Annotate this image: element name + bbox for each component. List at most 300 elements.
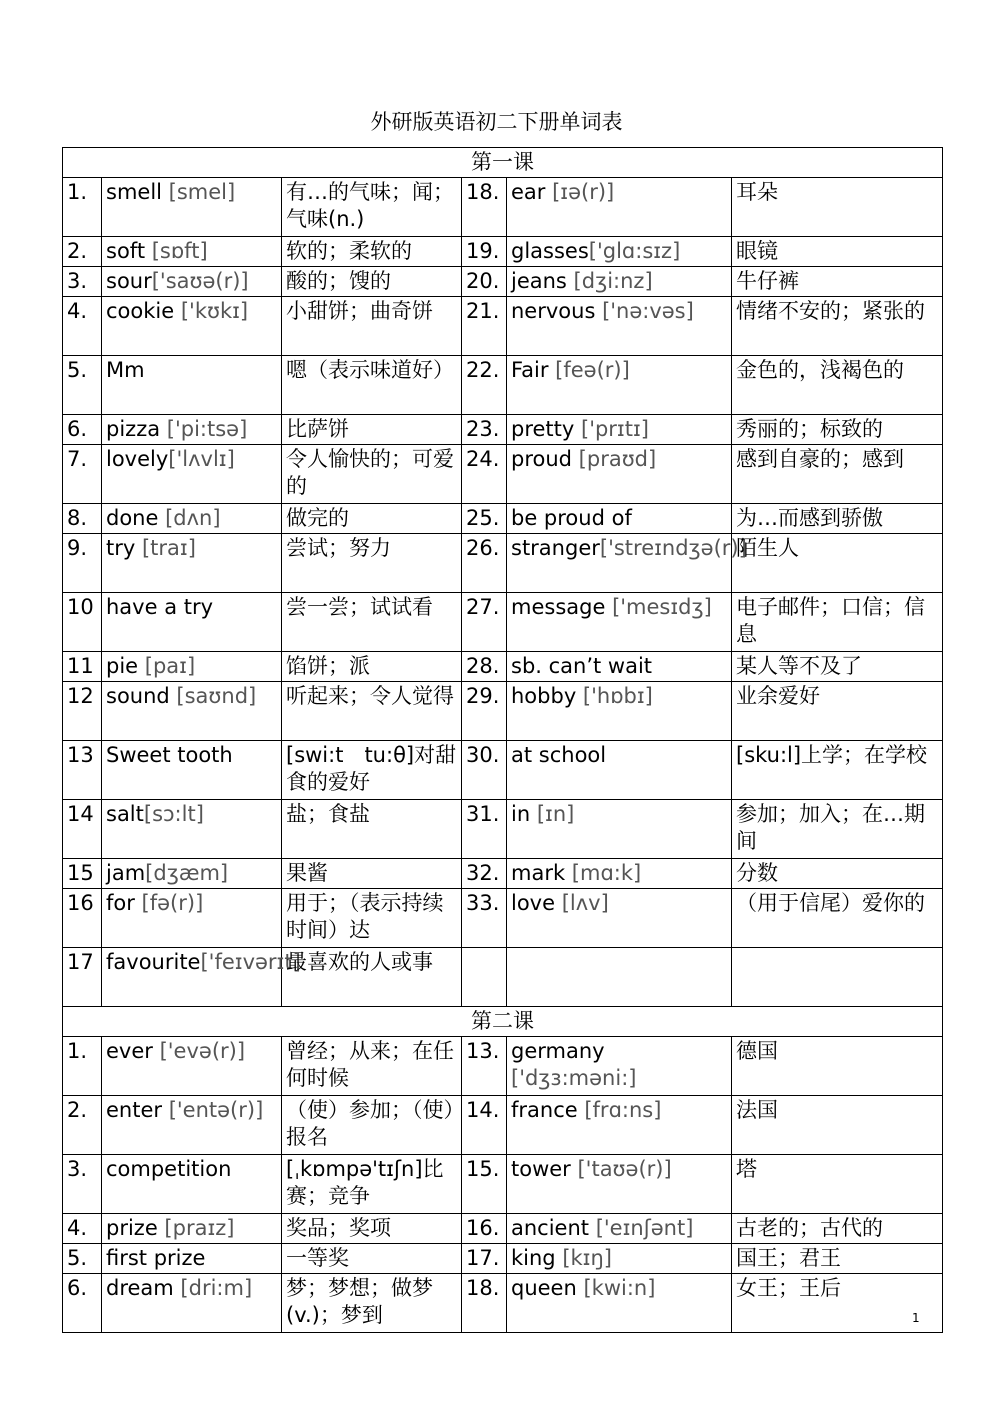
meaning-cell — [282, 800, 462, 859]
meaning-cell — [282, 1274, 462, 1333]
item-number: 12 — [67, 684, 94, 708]
meaning-cell — [282, 178, 462, 237]
meaning-text: 一等奖 — [286, 1246, 349, 1270]
meaning-cell — [732, 1037, 943, 1096]
item-number-cell — [63, 1155, 102, 1214]
item-number-cell — [462, 1244, 507, 1274]
item-number: 4. — [67, 1216, 88, 1240]
word-cell — [507, 889, 732, 948]
word-cell — [507, 297, 732, 356]
word-cell — [507, 267, 732, 297]
item-number: 28. — [466, 654, 500, 678]
meaning-cell — [282, 267, 462, 297]
item-number: 6. — [67, 417, 88, 441]
phonetic-text: [sɔ:lt] — [143, 802, 204, 826]
word-text: sound — [106, 684, 170, 708]
word-cell — [102, 889, 282, 948]
table-row — [63, 593, 943, 652]
word-text: be proud of — [511, 506, 632, 530]
phonetic-text: [traɪ] — [135, 536, 196, 560]
meaning-cell — [282, 504, 462, 534]
item-number: 1. — [67, 1039, 88, 1063]
phonetic-text: [kɪŋ] — [555, 1246, 612, 1270]
word-cell — [507, 948, 732, 1007]
word-cell — [102, 1037, 282, 1096]
item-number: 29. — [466, 684, 500, 708]
item-number: 10 — [67, 595, 94, 619]
word-text: smell — [106, 180, 162, 204]
word-cell — [102, 445, 282, 504]
meaning-text: （使）参加；（使）报名 — [286, 1098, 454, 1149]
meaning-cell — [732, 948, 943, 1007]
meaning-text: 德国 — [736, 1039, 778, 1063]
table-row — [63, 1155, 943, 1214]
meaning-text: 分数 — [736, 861, 778, 885]
item-number: 21. — [466, 299, 500, 323]
word-text: sour — [106, 269, 152, 293]
item-number-cell — [63, 948, 102, 1007]
item-number-cell — [462, 445, 507, 504]
table-row — [63, 415, 943, 445]
word-text: at school — [511, 743, 607, 767]
meaning-cell — [732, 1274, 943, 1333]
meaning-cell — [282, 859, 462, 889]
table-row — [63, 1037, 943, 1096]
meaning-text: 眼镜 — [736, 239, 778, 263]
word-text: competition — [106, 1157, 232, 1181]
section-heading: 第一课 — [63, 148, 943, 178]
meaning-cell — [732, 800, 943, 859]
word-text: try — [106, 536, 136, 560]
phonetic-text: [paɪ] — [138, 654, 196, 678]
word-cell — [102, 682, 282, 741]
meaning-cell — [282, 741, 462, 800]
meaning-cell — [732, 267, 943, 297]
word-cell — [507, 1274, 732, 1333]
item-number: 24. — [466, 447, 500, 471]
word-cell — [507, 859, 732, 889]
item-number-cell — [63, 237, 102, 267]
word-text: ancient — [511, 1216, 590, 1240]
phonetic-text: [praɪz] — [157, 1216, 235, 1240]
item-number: 6. — [67, 1276, 88, 1300]
word-cell — [102, 1214, 282, 1244]
table-row — [63, 948, 943, 1007]
meaning-text: 小甜饼；曲奇饼 — [286, 299, 433, 323]
item-number-cell — [63, 800, 102, 859]
word-cell — [507, 1214, 732, 1244]
word-text: jeans — [511, 269, 567, 293]
item-number: 26. — [466, 536, 500, 560]
item-number: 4. — [67, 299, 88, 323]
item-number-cell — [462, 652, 507, 682]
meaning-cell — [732, 504, 943, 534]
item-number: 22. — [466, 358, 500, 382]
item-number-cell — [63, 889, 102, 948]
table-row — [63, 237, 943, 267]
word-text: Sweet tooth — [106, 743, 233, 767]
item-number-cell — [462, 859, 507, 889]
item-number: 14. — [466, 1098, 500, 1122]
meaning-text: 曾经；从来；在任何时候 — [286, 1039, 454, 1090]
table-row — [63, 741, 943, 800]
table-row — [63, 445, 943, 504]
phonetic-text: [feə(r)] — [548, 358, 630, 382]
word-text: soft — [106, 239, 146, 263]
table-row — [63, 297, 943, 356]
item-number-cell — [462, 1214, 507, 1244]
word-cell — [102, 800, 282, 859]
word-cell — [102, 652, 282, 682]
word-cell — [507, 356, 732, 415]
word-text: glasses — [511, 239, 589, 263]
word-cell — [507, 593, 732, 652]
table-row — [63, 859, 943, 889]
item-number-cell — [462, 889, 507, 948]
meaning-cell — [732, 741, 943, 800]
meaning-cell — [282, 948, 462, 1007]
phonetic-text: [mɑ:k] — [565, 861, 642, 885]
page-title: 外研版英语初二下册单词表 — [370, 110, 623, 134]
phonetic-text: [saʊnd] — [169, 684, 257, 708]
meaning-cell — [732, 178, 943, 237]
word-text: tower — [511, 1157, 571, 1181]
item-number-cell — [462, 297, 507, 356]
meaning-cell — [282, 652, 462, 682]
item-number: 2. — [67, 239, 88, 263]
item-number-cell — [462, 741, 507, 800]
word-text: Mm — [106, 358, 145, 382]
section-header-row — [63, 1007, 943, 1037]
word-cell — [102, 267, 282, 297]
meaning-cell — [282, 534, 462, 593]
table-row — [63, 504, 943, 534]
meaning-text: 用于；（表示持续时间）达 — [286, 891, 444, 942]
item-number: 7. — [67, 447, 88, 471]
phonetic-text: [smel] — [162, 180, 236, 204]
word-text: ear — [511, 180, 546, 204]
meaning-text: （用于信尾）爱你的 — [736, 891, 925, 915]
item-number-cell — [462, 504, 507, 534]
table-row — [63, 652, 943, 682]
meaning-cell — [282, 297, 462, 356]
word-text: france — [511, 1098, 578, 1122]
word-cell — [102, 1244, 282, 1274]
item-number: 25. — [466, 506, 500, 530]
word-cell — [507, 445, 732, 504]
word-cell — [102, 178, 282, 237]
table-row — [63, 682, 943, 741]
word-text: Fair — [511, 358, 549, 382]
meaning-text: 软的；柔软的 — [286, 239, 412, 263]
meaning-text: 令人愉快的；可爱的 — [286, 447, 454, 498]
word-cell — [102, 237, 282, 267]
item-number-cell — [462, 178, 507, 237]
phonetic-text: [ɪn] — [530, 802, 575, 826]
word-cell — [507, 652, 732, 682]
table-row — [63, 178, 943, 237]
phonetic-text: ['taʊə(r)] — [570, 1157, 672, 1181]
item-number-cell — [63, 356, 102, 415]
phonetic-text: ['eɪnʃənt] — [589, 1216, 694, 1240]
word-text: pretty — [511, 417, 575, 441]
word-text: queen — [511, 1276, 577, 1300]
word-text: hobby — [511, 684, 577, 708]
meaning-cell — [732, 682, 943, 741]
meaning-text: 酸的；馊的 — [286, 269, 391, 293]
meaning-cell — [282, 356, 462, 415]
word-text: pie — [106, 654, 139, 678]
meaning-text: 嗯（表示味道好） — [286, 358, 454, 382]
section-header-row — [63, 148, 943, 178]
word-text: cookie — [106, 299, 175, 323]
meaning-cell — [282, 415, 462, 445]
word-cell — [507, 504, 732, 534]
meaning-text: 耳朵 — [736, 180, 778, 204]
meaning-cell — [732, 445, 943, 504]
word-cell — [507, 682, 732, 741]
word-cell — [102, 1096, 282, 1155]
item-number: 27. — [466, 595, 500, 619]
meaning-cell — [282, 445, 462, 504]
phonetic-text: [fə(r)] — [134, 891, 204, 915]
word-cell — [507, 1244, 732, 1274]
meaning-text: 女王；王后 — [736, 1276, 841, 1300]
item-number-cell — [63, 741, 102, 800]
word-text: done — [106, 506, 159, 530]
item-number: 11 — [67, 654, 94, 678]
word-cell — [102, 356, 282, 415]
word-cell — [507, 415, 732, 445]
meaning-cell — [732, 356, 943, 415]
item-number-cell — [462, 593, 507, 652]
meaning-text: [sku:l]上学；在学校 — [736, 743, 928, 767]
item-number-cell — [462, 1096, 507, 1155]
word-text: king — [511, 1246, 556, 1270]
item-number: 1. — [67, 180, 88, 204]
meaning-cell — [732, 237, 943, 267]
phonetic-text: ['saʊə(r)] — [151, 269, 249, 293]
phonetic-text: ['glɑ:sɪz] — [588, 239, 681, 263]
meaning-cell — [282, 1155, 462, 1214]
word-text: enter — [106, 1098, 163, 1122]
word-text: salt — [106, 802, 144, 826]
meaning-text: 尝一尝；试试看 — [286, 595, 433, 619]
table-row — [63, 1214, 943, 1244]
phonetic-text: ['kʊkɪ] — [174, 299, 249, 323]
meaning-text: 感到自豪的；感到 — [736, 447, 904, 471]
phonetic-text: [dʌn] — [158, 506, 221, 530]
table-row — [63, 1274, 943, 1333]
item-number: 8. — [67, 506, 88, 530]
item-number-cell — [462, 800, 507, 859]
item-number-cell — [63, 267, 102, 297]
phonetic-text: ['dʒɜ:məni:] — [511, 1066, 637, 1090]
table-row — [63, 1096, 943, 1155]
meaning-text: 馅饼；派 — [286, 654, 370, 678]
meaning-text: 电子邮件；口信；信息 — [736, 595, 925, 646]
meaning-cell — [282, 593, 462, 652]
meaning-text: 法国 — [736, 1098, 778, 1122]
item-number-cell — [462, 534, 507, 593]
word-text: in — [511, 802, 531, 826]
meaning-cell — [282, 1037, 462, 1096]
item-number-cell — [462, 1274, 507, 1333]
section-heading: 第二课 — [63, 1007, 943, 1037]
table-row — [63, 889, 943, 948]
item-number: 3. — [67, 1157, 88, 1181]
word-cell — [102, 948, 301, 1007]
item-number: 23. — [466, 417, 500, 441]
word-cell — [102, 741, 282, 800]
phonetic-text: [dri:m] — [173, 1276, 253, 1300]
word-cell — [102, 859, 282, 889]
meaning-text: 奖品；奖项 — [286, 1216, 391, 1240]
phonetic-text: ['feɪvərɪt] — [200, 950, 301, 974]
meaning-cell — [732, 593, 943, 652]
item-number-cell — [63, 682, 102, 741]
word-cell — [507, 178, 732, 237]
phonetic-text: ['nə:vəs] — [595, 299, 694, 323]
meaning-cell — [732, 1214, 943, 1244]
meaning-cell — [732, 652, 943, 682]
item-number: 15. — [466, 1157, 500, 1181]
meaning-text: 某人等不及了 — [736, 654, 862, 678]
word-cell — [507, 1037, 732, 1096]
item-number-cell — [63, 1274, 102, 1333]
item-number-cell — [63, 593, 102, 652]
meaning-text: 陌生人 — [736, 536, 799, 560]
item-number-cell — [63, 1244, 102, 1274]
word-cell — [102, 1155, 282, 1214]
item-number: 33. — [466, 891, 500, 915]
word-text: mark — [511, 861, 566, 885]
word-cell — [507, 1096, 732, 1155]
phonetic-text: ['entə(r)] — [162, 1098, 264, 1122]
word-cell — [102, 593, 282, 652]
item-number: 13. — [466, 1039, 500, 1063]
word-cell — [507, 534, 747, 593]
word-text: stranger — [511, 536, 600, 560]
table-row — [63, 534, 943, 593]
meaning-cell — [732, 1096, 943, 1155]
word-text: proud — [511, 447, 572, 471]
meaning-text: 果酱 — [286, 861, 328, 885]
item-number-cell — [63, 534, 102, 593]
meaning-text: 古老的；古代的 — [736, 1216, 883, 1240]
meaning-text: 参加；加入；在…期间 — [736, 802, 925, 853]
word-text: message — [511, 595, 606, 619]
phonetic-text: [dʒi:nz] — [566, 269, 653, 293]
meaning-cell — [732, 534, 943, 593]
meaning-cell — [282, 1214, 462, 1244]
phonetic-text: ['evə(r)] — [152, 1039, 246, 1063]
word-text: nervous — [511, 299, 596, 323]
phonetic-text: ['hɒbɪ] — [576, 684, 653, 708]
meaning-text: 有…的气味；闻；气味(n.) — [286, 180, 454, 231]
meaning-cell — [732, 297, 943, 356]
item-number: 14 — [67, 802, 94, 826]
word-text: pizza — [106, 417, 161, 441]
meaning-cell — [732, 859, 943, 889]
item-number: 19. — [466, 239, 500, 263]
meaning-text: 尝试；努力 — [286, 536, 391, 560]
word-cell — [507, 800, 732, 859]
item-number-cell — [63, 1037, 102, 1096]
meaning-cell — [282, 889, 462, 948]
phonetic-text: [ɪə(r)] — [545, 180, 615, 204]
vocabulary-table — [62, 147, 943, 1333]
word-text: love — [511, 891, 556, 915]
meaning-text: 国王；君王 — [736, 1246, 841, 1270]
meaning-text: 最喜欢的人或事 — [286, 950, 433, 974]
meaning-text: 牛仔裤 — [736, 269, 799, 293]
meaning-cell — [282, 1244, 462, 1274]
meaning-cell — [282, 1096, 462, 1155]
word-cell — [102, 415, 282, 445]
meaning-cell — [732, 1244, 943, 1274]
item-number: 18. — [466, 180, 500, 204]
item-number: 15 — [67, 861, 94, 885]
item-number-cell — [462, 682, 507, 741]
item-number: 9. — [67, 536, 88, 560]
phonetic-text: [lʌv] — [555, 891, 609, 915]
item-number-cell — [462, 356, 507, 415]
item-number-cell — [63, 652, 102, 682]
meaning-cell — [282, 682, 462, 741]
item-number-cell — [63, 1096, 102, 1155]
meaning-cell — [732, 889, 943, 948]
meaning-text: 听起来；令人觉得 — [286, 684, 454, 708]
meaning-text: 业余爱好 — [736, 684, 820, 708]
word-text: first prize — [106, 1246, 206, 1270]
table-row — [63, 267, 943, 297]
meaning-text: [ˌkɒmpə'tɪʃn]比赛；竞争 — [286, 1157, 444, 1208]
meaning-text: 比萨饼 — [286, 417, 349, 441]
word-cell — [507, 237, 732, 267]
meaning-text: 为…而感到骄傲 — [736, 506, 883, 530]
item-number: 3. — [67, 269, 88, 293]
item-number: 18. — [466, 1276, 500, 1300]
word-text: for — [106, 891, 135, 915]
item-number-cell — [63, 297, 102, 356]
item-number: 17 — [67, 950, 94, 974]
table-row — [63, 800, 943, 859]
word-cell — [507, 741, 732, 800]
phonetic-text: ['pi:tsə] — [160, 417, 248, 441]
word-cell — [102, 297, 282, 356]
item-number-cell — [462, 1037, 507, 1096]
phonetic-text: [frɑ:ns] — [577, 1098, 662, 1122]
phonetic-text: [praʊd] — [572, 447, 657, 471]
word-text: dream — [106, 1276, 174, 1300]
item-number-cell — [63, 178, 102, 237]
word-text: lovely — [106, 447, 169, 471]
item-number: 5. — [67, 1246, 88, 1270]
item-number: 16. — [466, 1216, 500, 1240]
page-number: 1 — [912, 1311, 920, 1325]
meaning-cell — [732, 1155, 943, 1214]
item-number-cell — [63, 415, 102, 445]
word-text: prize — [106, 1216, 158, 1240]
item-number-cell — [462, 415, 507, 445]
phonetic-text: [sɒft] — [145, 239, 208, 263]
meaning-text: 情绪不安的；紧张的 — [736, 299, 925, 323]
meaning-text: 梦；梦想；做梦(v.)；梦到 — [286, 1276, 433, 1327]
meaning-text: 秀丽的；标致的 — [736, 417, 883, 441]
meaning-text: 塔 — [736, 1157, 757, 1181]
item-number-cell — [63, 859, 102, 889]
